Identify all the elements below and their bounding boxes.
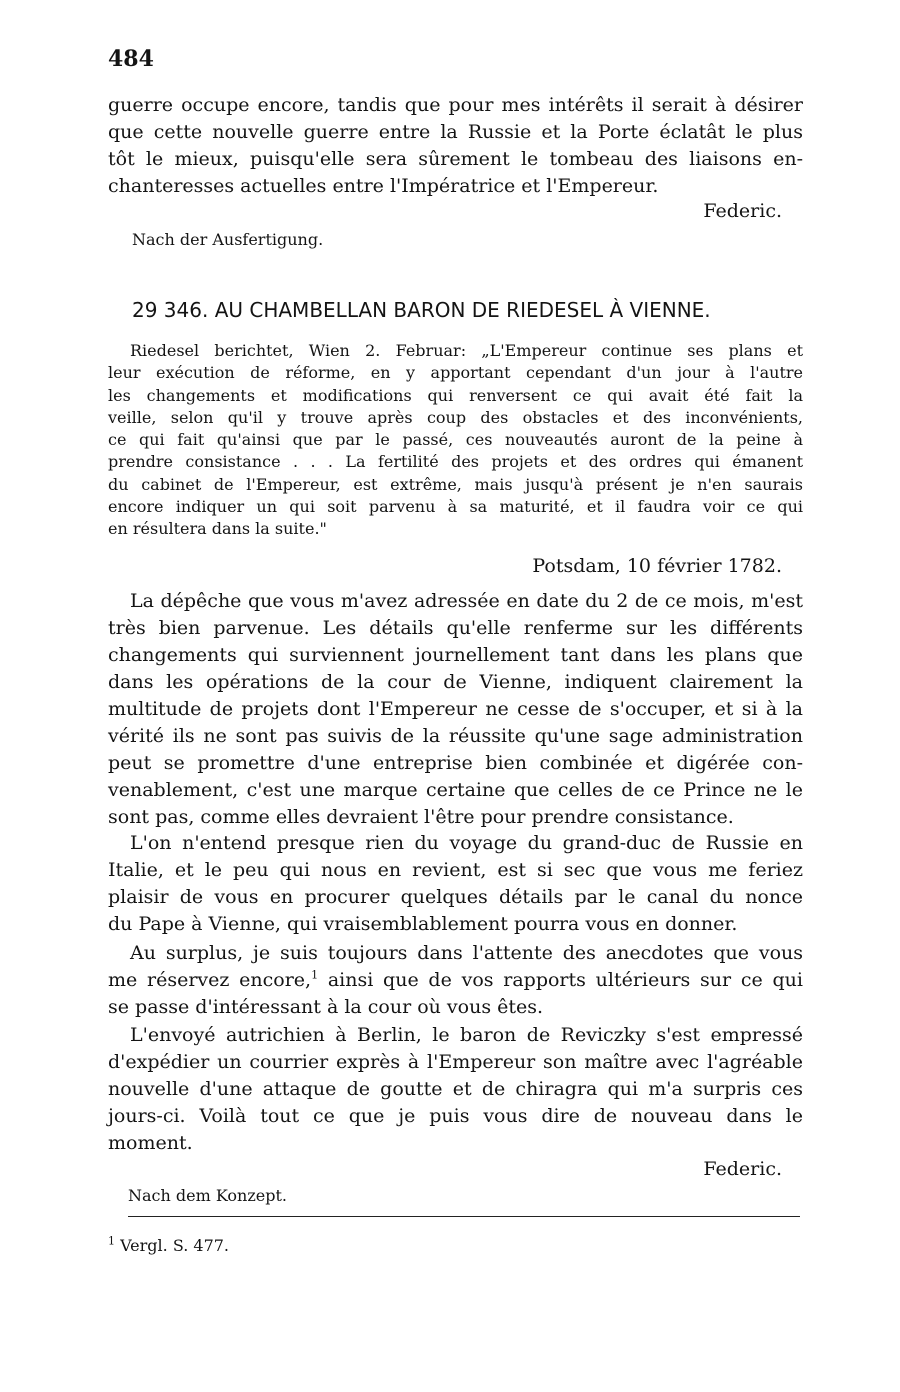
footnote-divider [128,1216,800,1217]
text-line [108,967,803,994]
summary-line: du cabinet de l'Empereur, est extrême, mais jusqu'à présent je n'en saurais [108,474,803,494]
text-line: très bien parvenue. Les détails qu'elle renferme sur les différents [108,617,803,639]
text-line: chanteresses actuelles entre l'Impératrice et l'Empereur. [108,175,659,197]
text-line: sont pas, comme elles devraient l'être pour prendre consistance. [108,806,734,828]
text-line: venablement, c'est une marque certaine que celles de ce Prince ne le [108,779,803,801]
text-line: peut se promettre d'une entreprise bien combinée et digérée con- [108,752,803,774]
summary-line: Riedesel berichtet, Wien 2. Februar: „L'Empereur continue ses plans et [130,341,803,360]
text-line: que cette nouvelle guerre entre la Russie et la Porte éclatât le plus [108,121,803,143]
text-line: changements qui surviennent journellement tant dans les plans que [108,644,803,666]
text-line: L'on n'entend presque rien du voyage du grand-duc de Russie en [130,832,803,854]
footnote [108,1236,229,1255]
letter-heading: 29 346. AU CHAMBELLAN BARON DE RIEDESEL À VIENNE. [132,298,711,322]
report-summary [108,340,803,541]
source-note: Nach der Ausfertigung. [132,230,324,249]
text-line: vérité ils ne sont pas suivis de la réussite qu'une sage administration [108,725,803,747]
text-fragment: me réservez encore, [108,969,312,991]
source-note: Nach dem Konzept. [128,1186,287,1205]
footnote-text: Vergl. S. 477. [115,1236,230,1255]
text-line: L'envoyé autrichien à Berlin, le baron de Reviczky s'est empressé [130,1024,803,1046]
text-line: multitude de projets dont l'Empereur ne cesse de s'occuper, et si à la [108,698,803,720]
letter-paragraph-4 [108,1022,803,1157]
text-line: du Pape à Vienne, qui vraisemblablement pourra vous en donner. [108,913,738,935]
summary-line: en résultera dans la suite." [108,519,327,539]
page-number: 484 [108,46,154,72]
continued-paragraph [108,92,803,200]
footnote-marker: 1 [311,968,319,982]
text-line: nouvelle d'une attaque de goutte et de chiragra qui m'a surpris ces [108,1078,803,1100]
signature: Federic. [703,1158,782,1180]
text-line: dans les opérations de la cour de Vienne, indiquent clairement la [108,671,803,693]
text-line: se passe d'intéressant à la cour où vous êtes. [108,996,544,1018]
text-line: La dépêche que vous m'avez adressée en date du 2 de ce mois, m'est [130,590,803,612]
letter-paragraph-3 [108,940,803,1021]
text-line: d'expédier un courrier exprès à l'Empereur son maître avec l'agréable [108,1051,803,1073]
dateline: Potsdam, 10 février 1782. [532,555,782,577]
summary-line: prendre consistance . . . La fertilité des projets et des ordres qui émanent [108,452,803,472]
text-line: guerre occupe encore, tandis que pour mes intérêts il serait à désirer [108,94,803,116]
summary-line: ce qui fait qu'ainsi que par le passé, ces nouveautés auront de la peine à [108,430,803,450]
text-fragment: ainsi que de vos rapports ultérieurs sur ce qui [318,969,803,991]
text-line: Italie, et le peu qui nous en revient, est si sec que vous me feriez [108,859,803,881]
signature: Federic. [703,200,782,222]
summary-line: les changements et modifications qui renversent ce qui avait été fait la [108,385,803,405]
text-line: moment. [108,1132,193,1154]
text-line: tôt le mieux, puisqu'elle sera sûrement le tombeau des liaisons en- [108,148,803,170]
summary-line: leur exécution de réforme, en y apportant cependant d'un jour à l'autre [108,363,803,383]
letter-paragraph-2 [108,830,803,938]
summary-line: veille, selon qu'il y trouve après coup des obstacles et des inconvénients, [108,407,803,427]
summary-line: encore indiquer un qui soit parvenu à sa maturité, et il faudra voir ce qui [108,497,803,517]
text-line: jours-ci. Voilà tout ce que je puis vous dire de nouveau dans le [108,1105,803,1127]
letter-paragraph-1 [108,588,803,831]
text-line: plaisir de vous en procurer quelques détails par le canal du nonce [108,886,803,908]
footnote-number: 1 [108,1234,115,1248]
text-line: Au surplus, je suis toujours dans l'attente des anecdotes que vous [130,942,803,964]
